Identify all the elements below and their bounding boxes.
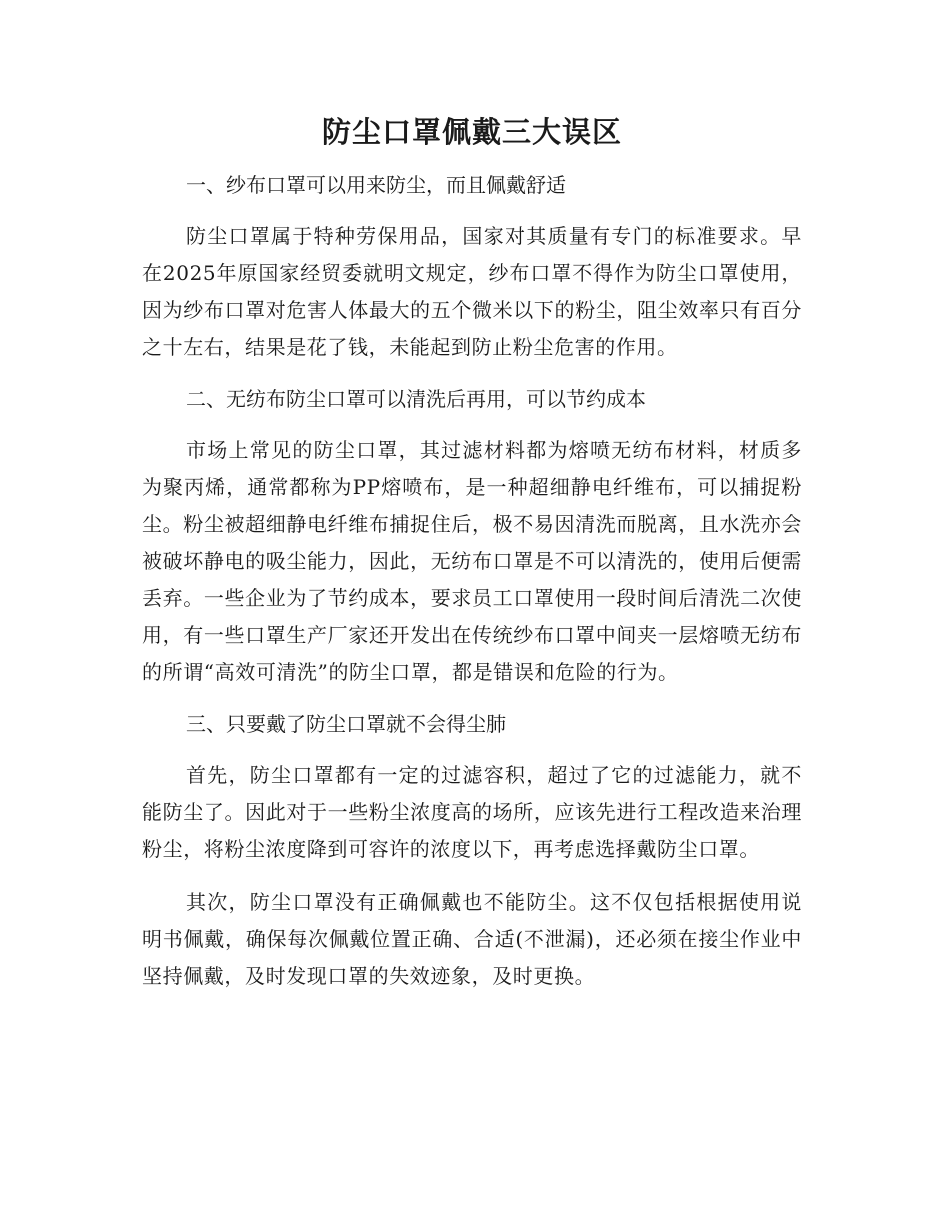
document-title: 防尘口罩佩戴三大误区 [321, 115, 622, 149]
section-3-paragraph-2: 其次，防尘口罩没有正确佩戴也不能防尘。这不仅包括根据使用说明书佩戴，确保每次佩戴位置正确、合适(不泄漏)，还必须在接尘作业中坚持佩戴，及时发现口罩的失效迹象，及时更换。 [142, 890, 802, 988]
section-heading-2: 二、无纺布防尘口罩可以清洗后再用，可以节约成本 [186, 387, 646, 411]
document-page [142, 108, 802, 1011]
section-heading-3: 三、只要戴了防尘口罩就不会得尘肺 [186, 712, 506, 736]
section-heading-1: 一、纱布口罩可以用来防尘，而且佩戴舒适 [186, 173, 566, 197]
section-2-paragraph-1: 市场上常见的防尘口罩，其过滤材料都为熔喷无纺布材料，材质多为聚丙烯，通常都称为PP熔喷布，是一种超细静电纤维布，可以捕捉粉尘。粉尘被超细静电纤维布捕捉住后，极不易因清洗而脱离，且水洗亦会被破坏静电的吸尘能力，因此，无纺布口罩是不可以清洗的，使用后便需丢弃。一些企业为了节约成本，要求员工口罩使用一段时间后清洗二次使用，有一些口罩生产厂家还开发出在传统纱布口罩中间夹一层熔喷无纺布的所谓“高效可清洗”的防尘口罩，都是错误和危险的行为。 [142, 438, 802, 684]
section-1-paragraph-1: 防尘口罩属于特种劳保用品，国家对其质量有专门的标准要求。早在2025年原国家经贸委就明文规定，纱布口罩不得作为防尘口罩使用，因为纱布口罩对危害人体最大的五个微米以下的粉尘，阻尘效率只有百分之十左右，结果是花了钱，未能起到防止粉尘危害的作用。 [142, 224, 802, 359]
section-3-paragraph-1: 首先，防尘口罩都有一定的过滤容积，超过了它的过滤能力，就不能防尘了。因此对于一些粉尘浓度高的场所，应该先进行工程改造来治理粉尘，将粉尘浓度降到可容许的浓度以下，再考虑选择戴防尘口罩。 [142, 763, 802, 861]
